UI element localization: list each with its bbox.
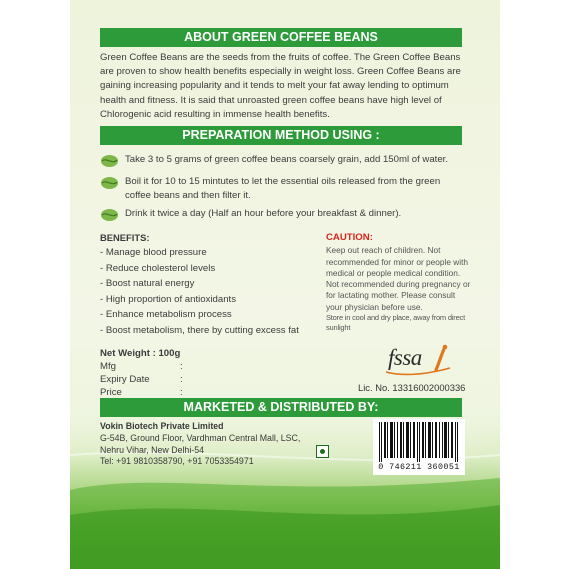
product-label-back	[70, 0, 500, 569]
vegetarian-mark-icon	[316, 445, 329, 458]
mfg-label: Mfg	[100, 361, 116, 372]
about-text: Green Coffee Beans are the seeds from the fruits of coffee. The Green Coffee Beans are proven to show health benefits especially in weight loss. Green Coffee Beans are gaining increasing popularity and it tends to melt your fat away lending to optimum health and fitness. It is said that unroasted green coffee beans have high level of Chlorogenic acid resulting in immense health benefits.	[100, 52, 461, 120]
benefit-item: - Enhance metabolism process	[100, 309, 232, 320]
company-name: Vokin Biotech Private Limited	[100, 421, 224, 431]
green-coffee-bean-icon	[100, 208, 119, 222]
preparation-heading: PREPARATION METHOD USING :	[100, 126, 462, 145]
address-line: G-54B, Ground Floor, Vardhman Central Mall, LSC,	[100, 432, 301, 443]
benefit-item: - Manage blood pressure	[100, 247, 207, 258]
caution-heading: CAUTION:	[326, 232, 373, 243]
product-info	[100, 347, 300, 399]
mfg-row	[100, 360, 300, 373]
benefit-item: - Boost natural energy	[100, 278, 195, 289]
barcode-digits: 0 746211 360051	[378, 462, 460, 472]
license-number: Lic. No. 13316002000336	[358, 382, 466, 393]
expiry-row	[100, 373, 300, 386]
preparation-step-text: Drink it twice a day (Half an hour before your breakfast & dinner).	[125, 208, 402, 219]
distributor-address	[100, 421, 340, 468]
barcode	[373, 419, 465, 475]
preparation-step-text: Take 3 to 5 grams of green coffee beans coarsely grain, add 150ml of water.	[125, 154, 449, 165]
fssai-logo	[386, 343, 452, 377]
storage-text: Store in cool and dry place, away from direct sunlight	[326, 313, 465, 333]
price-label: Price	[100, 387, 122, 398]
green-coffee-bean-icon	[100, 176, 119, 190]
about-heading: ABOUT GREEN COFFEE BEANS	[100, 28, 462, 47]
distributor-heading: MARKETED & DISTRIBUTED BY:	[100, 398, 462, 417]
price-colon: :	[180, 387, 183, 398]
address-line: Nehru Vihar, New Delhi-54	[100, 444, 204, 455]
net-weight: Net Weight : 100g	[100, 348, 181, 359]
green-coffee-bean-icon	[100, 154, 119, 168]
benefit-item: - Reduce cholesterol levels	[100, 262, 216, 274]
preparation-step-text: Boil it for 10 to 15 mintutes to let the essential oils released from the green coffee beans and then filter it.	[125, 176, 441, 201]
mfg-colon: :	[180, 361, 183, 372]
caution-text: Keep out reach of children. Not recommended for minor or people with medical or people medical condition. Not recommended during pregnancy or for lactating mother. Please consult your physician before use.	[326, 245, 471, 312]
barcode-bars	[373, 419, 465, 463]
benefits-section	[100, 232, 310, 338]
expiry-colon: :	[180, 374, 183, 385]
caution-section	[326, 232, 472, 333]
benefit-item: - Boost metabolism, there by cutting excess fat	[100, 324, 299, 336]
benefit-item: - High proportion of antioxidants	[100, 293, 236, 305]
phone-numbers: Tel: +91 9810358790, +91 7053354971	[100, 456, 254, 467]
expiry-label: Expiry Date	[100, 374, 150, 385]
benefits-heading: BENEFITS:	[100, 232, 150, 243]
svg-text:fssa: fssa	[388, 345, 422, 370]
